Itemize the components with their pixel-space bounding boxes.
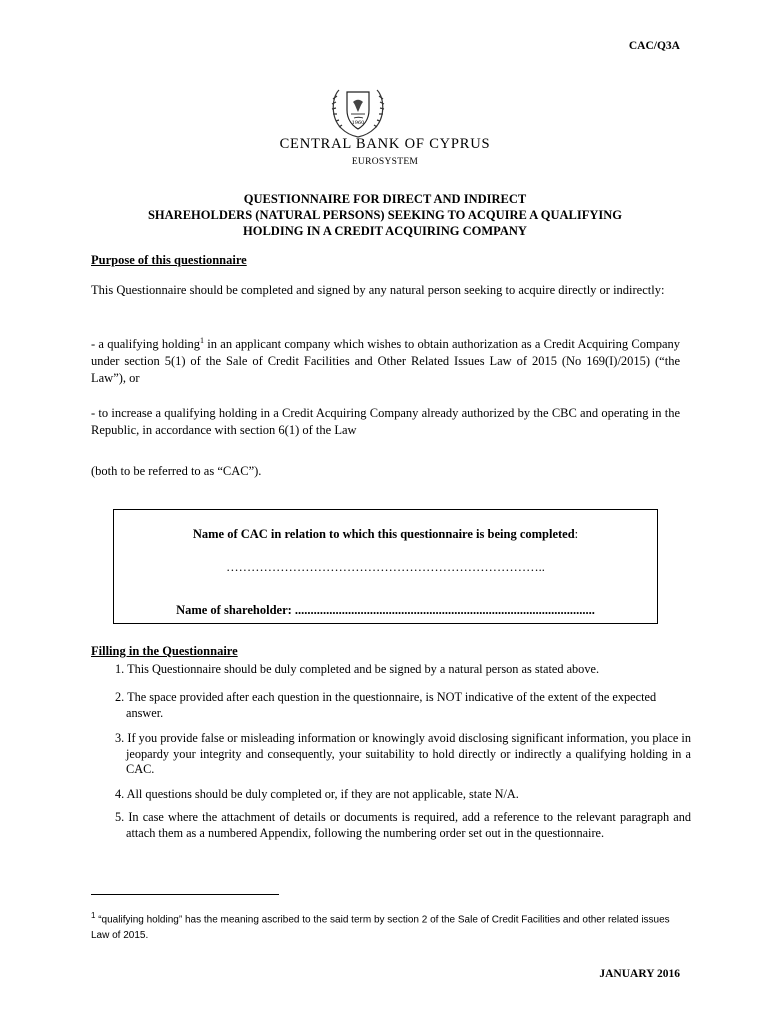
shareholder-name-label: Name of shareholder: xyxy=(176,603,292,617)
list-item: 2. The space provided after each question in the questionnaire, is NOT indicative of the extent of the expected answer. xyxy=(115,690,657,720)
bank-name: CENTRAL BANK OF CYPRUS xyxy=(279,136,491,152)
bullet-text: - a qualifying holding xyxy=(91,337,201,352)
document-date: JANUARY 2016 xyxy=(599,968,680,980)
footnote-marker: 1 xyxy=(91,911,96,920)
footnote-divider xyxy=(91,894,279,895)
filling-heading: Filling in the Questionnaire xyxy=(91,644,238,658)
eurosystem-label: EUROSYSTEM xyxy=(351,157,419,167)
title-line: HOLDING IN A CREDIT ACQUIRING COMPANY xyxy=(243,224,527,238)
purpose-heading: Purpose of this questionnaire xyxy=(91,253,247,267)
purpose-intro: This Questionnaire should be completed and signed by any natural person seeking to acquire directly or indirectly: xyxy=(91,283,665,297)
list-item: 5. In case where the attachment of details or documents is required, add a reference to the relevant paragraph and attach them as a numbered Appendix, following the numbering order set out in the questionnaire. xyxy=(115,810,691,840)
title-line: QUESTIONNAIRE FOR DIRECT AND INDIRECT xyxy=(243,192,527,206)
footnote xyxy=(91,908,681,944)
bullet-text: in an applicant company which wishes to obtain authorization as a Credit Acquiring Company under section 5(1) of the Sale of Credit Facilities and Other Related Issues Law of 2015 (No 169(I)/2015) (“the Law”), or xyxy=(91,337,680,386)
title-line: SHAREHOLDERS (NATURAL PERSONS) SEEKING TO ACQUIRE A QUALIFYING xyxy=(147,208,623,222)
name-entry-box xyxy=(113,509,658,624)
list-item: 4. All questions should be duly completed or, if they are not applicable, state N/A. xyxy=(115,787,519,801)
shareholder-name-row xyxy=(114,603,657,618)
purpose-bullet-1 xyxy=(91,332,680,387)
purpose-both: (both to be referred to as “CAC”). xyxy=(91,464,262,478)
footnote-ref: 1 xyxy=(200,336,205,345)
cac-name-field[interactable]: ………………………………………………………………….. xyxy=(226,560,545,574)
cyprus-emblem-icon xyxy=(327,84,389,140)
svg-text:1960: 1960 xyxy=(351,120,365,126)
footnote-text: “qualifying holding” has the meaning ascribed to the said term by section 2 of the Sale of Credit Facilities and other related issues Law of 2015. xyxy=(91,914,670,942)
shareholder-name-field[interactable]: ................................................................................................ xyxy=(294,603,595,617)
purpose-bullet-2: - to increase a qualifying holding in a Credit Acquiring Company already authorized by the CBC and operating in the Republic, in accordance with section 6(1) of the Law xyxy=(91,406,680,437)
cac-name-label: Name of CAC in relation to which this questionnaire is being completed: xyxy=(192,527,579,541)
document-title xyxy=(95,191,675,239)
document-reference: CAC/Q3A xyxy=(628,40,680,52)
list-item: 1. This Questionnaire should be duly completed and be signed by a natural person as stated above. xyxy=(115,662,600,676)
list-item: 3. If you provide false or misleading information or knowingly avoid disclosing significant information, you place in jeopardy your integrity and consequently, your suitability to hold directly or indirectly a qualifying holding in a CAC. xyxy=(115,731,691,776)
